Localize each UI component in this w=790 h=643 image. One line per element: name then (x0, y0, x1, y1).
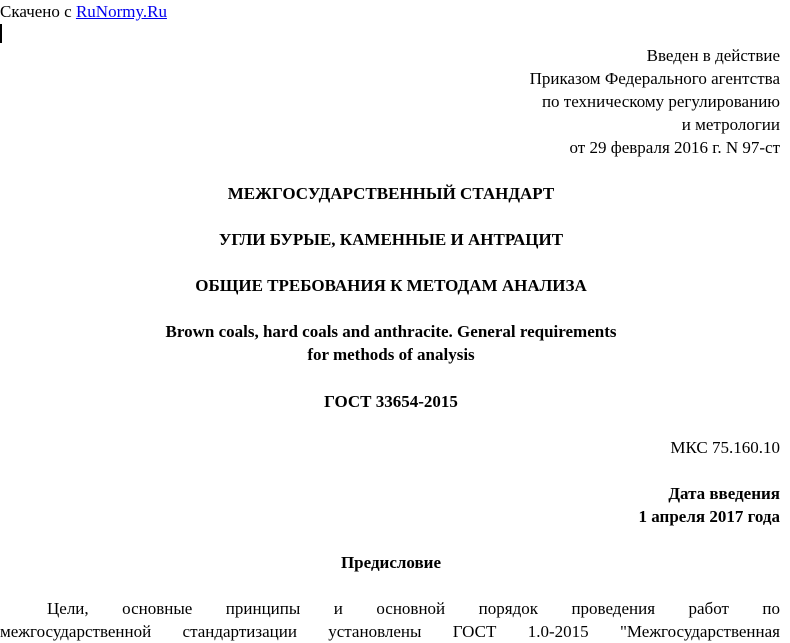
standard-title: УГЛИ БУРЫЕ, КАМЕННЫЕ И АНТРАЦИТ (218, 230, 564, 249)
enactment-line: Приказом Федерального агентства (529, 69, 780, 88)
date-value: 1 апреля 2017 года (638, 507, 780, 526)
enactment-line: по техническому регулированию (541, 92, 780, 111)
source-line (0, 0, 167, 23)
enactment-line: Введен в действие (646, 46, 780, 65)
preface-line-2: межгосударственной стандартизации установлены ГОСТ 1.0-2015 "Межгосударственная (0, 622, 780, 641)
preface-line-1: Цели, основные принципы и основной порядок проведения работ по (47, 599, 780, 618)
source-link[interactable]: RuNormy.Ru (75, 2, 167, 21)
standard-subtitle: ОБЩИЕ ТРЕБОВАНИЯ К МЕТОДАМ АНАЛИЗА (195, 276, 587, 295)
english-title-line-1: Brown coals, hard coals and anthracite. General requirements (165, 322, 617, 341)
standard-code: ГОСТ 33654-2015 (324, 392, 458, 411)
source-prefix: Скачено с (0, 2, 76, 21)
mks-code: МКС 75.160.10 (670, 438, 780, 457)
standard-category: МЕЖГОСУДАРСТВЕННЫЙ СТАНДАРТ (227, 184, 555, 203)
preface-paragraph (0, 597, 780, 643)
english-title-line-2: for methods of analysis (307, 345, 475, 364)
preface-heading: Предисловие (340, 553, 442, 572)
enactment-line: и метрологии (681, 115, 780, 134)
date-label: Дата введения (668, 484, 780, 503)
enactment-line: от 29 февраля 2016 г. N 97-ст (569, 138, 780, 157)
text-cursor (0, 24, 2, 43)
enactment-block (530, 44, 780, 159)
